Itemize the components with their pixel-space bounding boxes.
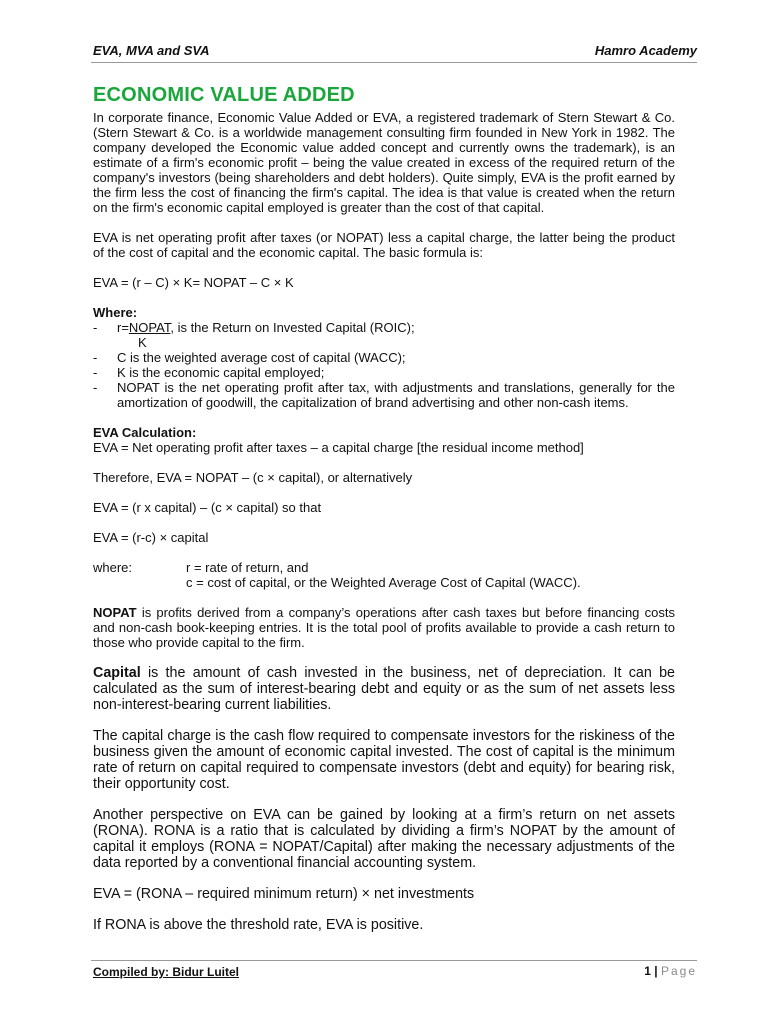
roic-text: , is the Return on Invested Capital (ROIC); [170, 320, 415, 335]
intro-paragraph: In corporate finance, Economic Value Added or EVA, a registered trademark of Stern Stewart & Co. (Stern Stewart & Co. is a worldwide management consulting firm founded in New York in 1982. The company developed the Economic value added concept and currently owns the trademark), is an estimate of a firm's economic profit – being the value created in excess of the required return of the company's investors (being shareholders and debt holders). Quite simply, EVA is the profit earned by the firm less the cost of financing the firm's capital. The idea is that value is created when the return on the firm's economic capital employed is greater than the cost of that capital. [93, 110, 675, 215]
roic-prefix: r= [117, 320, 129, 335]
calc-where-label: where: [93, 560, 133, 575]
roic-numerator: NOPAT [128, 320, 171, 335]
rona-conclusion: If RONA is above the threshold rate, EVA is positive. [93, 917, 424, 933]
capital-paragraph [93, 665, 675, 713]
calc-where-row [93, 560, 675, 575]
where-heading: Where: [93, 305, 138, 320]
page-separator: | [650, 964, 661, 978]
nopat-item: NOPAT is the net operating profit after tax, with adjustments and translations, generally for the amortization of goodwill, the capitalization of brand advertising and other non-cash items. [117, 380, 675, 410]
footer-divider [91, 960, 697, 961]
header-right: Hamro Academy [594, 43, 697, 58]
page-label: Page [660, 964, 697, 978]
list-item [93, 380, 675, 410]
nopat-paragraph [93, 605, 675, 650]
list-dash: - [93, 380, 98, 395]
header-left: EVA, MVA and SVA [93, 43, 210, 58]
list-dash: - [93, 365, 98, 380]
list-dash: - [93, 320, 98, 335]
formula-intro-paragraph: EVA is net operating profit after taxes (or NOPAT) less a capital charge, the latter being the product of the cost of capital and the economic capital. The basic formula is: [93, 230, 675, 260]
document-body [93, 110, 675, 933]
page-title: ECONOMIC VALUE ADDED [93, 84, 355, 106]
calc-line-3: EVA = (r x capital) – (c × capital) so that [93, 500, 322, 515]
capital-text: is the amount of cash invested in the business, net of depreciation. It can be calculated as the sum of interest-bearing debt and equity or as the sum of net assets less non-interest-bearing current liabilities. [93, 665, 675, 713]
list-dash: - [93, 350, 98, 365]
roic-denominator: K [138, 335, 147, 350]
calc-where-row [93, 575, 675, 590]
list-item [93, 350, 675, 365]
page-number: 1 [644, 964, 651, 978]
calc-heading: EVA Calculation: [93, 425, 197, 440]
footer-page [644, 964, 697, 978]
header-divider [91, 62, 697, 63]
wacc-item: C is the weighted average cost of capital (WACC); [117, 350, 406, 365]
capital-charge-paragraph: The capital charge is the cash flow required to compensate investors for the riskiness of the business given the amount of economic capital invested. The cost of capital is the minimum rate of return on capital required to compensate investors (debt and equity) for bearing risk, their opportunity cost. [93, 728, 675, 792]
where-list [93, 320, 675, 410]
calc-line-4: EVA = (r-c) × capital [93, 530, 209, 545]
calc-where-c: c = cost of capital, or the Weighted Average Cost of Capital (WACC). [186, 575, 581, 590]
calc-where-r: r = rate of return, and [186, 560, 309, 575]
eva-formula: EVA = (r – C) × K= NOPAT – C × K [93, 275, 294, 290]
list-item [93, 320, 675, 335]
rona-formula: EVA = (RONA – required minimum return) × net investments [93, 886, 475, 902]
nopat-term: NOPAT [93, 605, 137, 620]
capital-term: Capital [93, 665, 141, 681]
rona-paragraph: Another perspective on EVA can be gained by looking at a firm’s return on net assets (RONA). RONA is a ratio that is calculated by dividing a firm’s NOPAT by the amount of capital it employs (RONA = NOPAT/Capital) after making the necessary adjustments of the data reported by a conventional financial accounting system. [93, 807, 675, 871]
calc-line-1: EVA = Net operating profit after taxes – a capital charge [the residual income method] [93, 440, 584, 455]
footer-author: Compiled by: Bidur Luitel [93, 965, 239, 979]
nopat-text: is profits derived from a company’s operations after cash taxes but before financing costs and non-cash book-keeping entries. It is the total pool of profits available to provide a cash return to those who provide capital to the firm. [93, 605, 675, 650]
list-item [93, 365, 675, 380]
calc-line-2: Therefore, EVA = NOPAT – (c × capital), or alternatively [93, 470, 413, 485]
capital-item: K is the economic capital employed; [117, 365, 325, 380]
